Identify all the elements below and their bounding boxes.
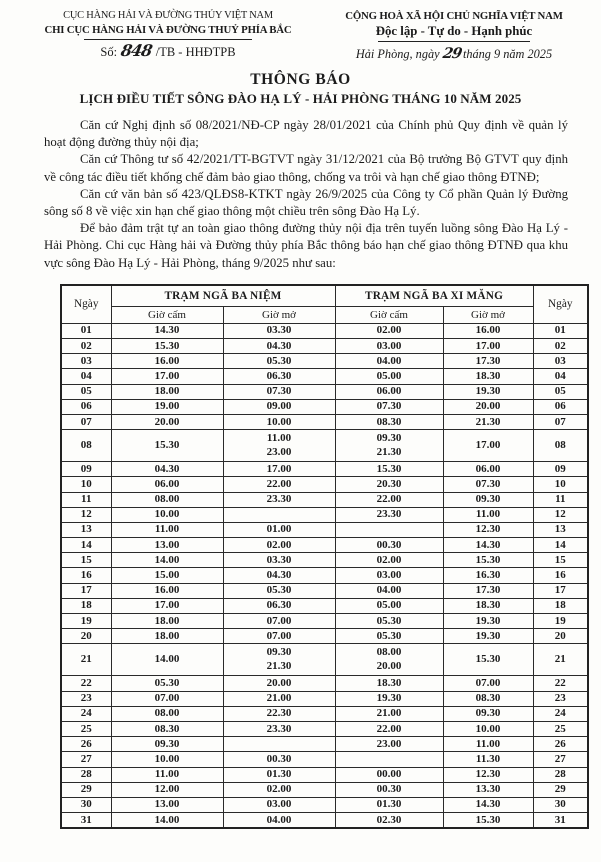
- ximang-open-cell: 11.00: [443, 737, 533, 752]
- niem-open-cell: 03.30: [223, 553, 335, 568]
- day-cell-left: 08: [61, 430, 111, 462]
- day-cell-right: 24: [533, 706, 588, 721]
- schedule-row: [61, 507, 588, 522]
- date-suffix: tháng 9 năm 2025: [462, 47, 553, 61]
- ximang-open-cell: 15.30: [443, 644, 533, 676]
- day-cell-right: 06: [533, 399, 588, 414]
- day-cell-left: 02: [61, 339, 111, 354]
- ximang-close-cell: 02.00: [335, 323, 443, 338]
- day-cell-left: 15: [61, 553, 111, 568]
- schedule-row: [61, 477, 588, 492]
- niem-close-cell: 08.30: [111, 721, 223, 736]
- day-cell-left: 16: [61, 568, 111, 583]
- niem-close-cell: 15.00: [111, 568, 223, 583]
- ximang-open-cell: 21.30: [443, 414, 533, 429]
- ximang-close-header: Giờ cấm: [335, 306, 443, 323]
- document-title: THÔNG BÁO: [250, 71, 351, 88]
- niem-open-cell: 03.30: [223, 323, 335, 338]
- ximang-open-cell: 17.00: [443, 430, 533, 462]
- schedule-row: [61, 568, 588, 583]
- day-cell-right: 13: [533, 522, 588, 537]
- ximang-close-cell: 00.30: [335, 538, 443, 553]
- niem-close-cell: 13.00: [111, 538, 223, 553]
- paragraph-legal-basis-1: Căn cứ Nghị định số 08/2021/NĐ-CP ngày 28/01/2021 của Chính phủ Quy định về quản lý hoạt động đường thủy nội địa;: [44, 118, 568, 150]
- parent-agency-name: CỤC HÀNG HẢI VÀ ĐƯỜNG THỦY VIỆT NAM: [63, 10, 273, 21]
- agency-divider-rule: [84, 39, 252, 40]
- ximang-open-cell: 18.30: [443, 598, 533, 613]
- niem-open-cell: 00.30: [223, 752, 335, 767]
- niem-close-cell: 19.00: [111, 399, 223, 414]
- day-cell-right: 04: [533, 369, 588, 384]
- day-cell-left: 23: [61, 691, 111, 706]
- day-column-header-left: Ngày: [61, 285, 111, 324]
- document-number-handwritten: 848: [119, 40, 154, 60]
- schedule-row: [61, 797, 588, 812]
- day-cell-right: 31: [533, 813, 588, 829]
- niem-open-cell: 04.30: [223, 339, 335, 354]
- ximang-close-cell: 00.00: [335, 767, 443, 782]
- day-cell-left: 27: [61, 752, 111, 767]
- station-ximang-header: TRẠM NGÃ BA XI MĂNG: [335, 285, 533, 307]
- niem-close-cell: 13.00: [111, 797, 223, 812]
- day-cell-right: 09: [533, 462, 588, 477]
- ximang-close-cell: 08.00 20.00: [335, 644, 443, 676]
- ximang-close-cell: 08.30: [335, 414, 443, 429]
- ximang-open-cell: 12.30: [443, 522, 533, 537]
- niem-open-cell: 09.00: [223, 399, 335, 414]
- schedule-row: [61, 767, 588, 782]
- day-cell-right: 22: [533, 676, 588, 691]
- ximang-open-cell: 06.00: [443, 462, 533, 477]
- ximang-open-cell: 15.30: [443, 813, 533, 829]
- day-cell-right: 16: [533, 568, 588, 583]
- day-cell-right: 01: [533, 323, 588, 338]
- niem-open-cell: 09.30 21.30: [223, 644, 335, 676]
- motto-divider-rule: [378, 41, 530, 42]
- document-body: [44, 117, 568, 272]
- niem-close-cell: 10.00: [111, 507, 223, 522]
- schedule-row: [61, 354, 588, 369]
- day-cell-left: 04: [61, 369, 111, 384]
- day-cell-right: 23: [533, 691, 588, 706]
- day-cell-right: 03: [533, 354, 588, 369]
- day-cell-right: 11: [533, 492, 588, 507]
- day-cell-right: 30: [533, 797, 588, 812]
- niem-close-cell: 16.00: [111, 354, 223, 369]
- schedule-row: [61, 644, 588, 676]
- niem-open-cell: 05.30: [223, 354, 335, 369]
- day-cell-left: 13: [61, 522, 111, 537]
- niem-open-cell: 07.30: [223, 384, 335, 399]
- schedule-row: [61, 553, 588, 568]
- schedule-row: [61, 706, 588, 721]
- ximang-open-cell: 13.30: [443, 782, 533, 797]
- schedule-row: [61, 752, 588, 767]
- day-cell-right: 28: [533, 767, 588, 782]
- day-cell-right: 02: [533, 339, 588, 354]
- schedule-row: [61, 813, 588, 829]
- niem-open-cell: 17.00: [223, 462, 335, 477]
- niem-close-cell: 16.00: [111, 583, 223, 598]
- schedule-row: [61, 538, 588, 553]
- niem-open-cell: 10.00: [223, 414, 335, 429]
- ximang-open-cell: 19.30: [443, 384, 533, 399]
- day-cell-left: 14: [61, 538, 111, 553]
- niem-close-cell: 10.00: [111, 752, 223, 767]
- document-header: [0, 9, 601, 64]
- niem-close-cell: 11.00: [111, 522, 223, 537]
- schedule-row: [61, 399, 588, 414]
- ximang-close-cell: 06.00: [335, 384, 443, 399]
- day-cell-right: 10: [533, 477, 588, 492]
- schedule-row: [61, 583, 588, 598]
- niem-close-header: Giờ cấm: [111, 306, 223, 323]
- ximang-close-cell: [335, 522, 443, 537]
- ximang-open-cell: 11.00: [443, 507, 533, 522]
- station-niem-header: TRẠM NGÃ BA NIỆM: [111, 285, 335, 307]
- schedule-row: [61, 614, 588, 629]
- niem-open-cell: 04.30: [223, 568, 335, 583]
- ximang-open-cell: 19.30: [443, 614, 533, 629]
- paragraph-legal-basis-3: Căn cứ văn bản số 423/QLĐS8-KTKT ngày 26/9/2025 của Công ty Cổ phần Quản lý Đường sông số 8 về việc xin hạn chế giao thông một chiều trên sông Đào Hạ Lý.: [44, 186, 568, 219]
- niem-open-cell: 04.00: [223, 813, 335, 829]
- niem-close-cell: 05.30: [111, 676, 223, 691]
- day-cell-right: 08: [533, 430, 588, 462]
- schedule-row: [61, 598, 588, 613]
- day-column-header-right: Ngày: [533, 285, 588, 324]
- day-cell-left: 06: [61, 399, 111, 414]
- niem-open-cell: 11.00 23.00: [223, 430, 335, 462]
- ximang-open-cell: 19.30: [443, 629, 533, 644]
- niem-close-cell: 08.00: [111, 492, 223, 507]
- day-cell-left: 05: [61, 384, 111, 399]
- document-number-prefix: Số:: [100, 44, 118, 59]
- ximang-close-cell: 05.30: [335, 614, 443, 629]
- ximang-close-cell: 05.00: [335, 598, 443, 613]
- day-cell-left: 01: [61, 323, 111, 338]
- niem-open-cell: 20.00: [223, 676, 335, 691]
- ximang-close-cell: 04.00: [335, 354, 443, 369]
- niem-open-cell: 03.00: [223, 797, 335, 812]
- niem-close-cell: 18.00: [111, 384, 223, 399]
- niem-close-cell: 18.00: [111, 629, 223, 644]
- day-cell-left: 21: [61, 644, 111, 676]
- niem-close-cell: 17.00: [111, 598, 223, 613]
- day-cell-left: 20: [61, 629, 111, 644]
- ximang-close-cell: [335, 752, 443, 767]
- ximang-close-cell: 21.00: [335, 706, 443, 721]
- ximang-open-cell: 07.30: [443, 477, 533, 492]
- ximang-close-cell: 18.30: [335, 676, 443, 691]
- schedule-row: [61, 782, 588, 797]
- niem-open-cell: 02.00: [223, 538, 335, 553]
- niem-open-cell: 22.30: [223, 706, 335, 721]
- ximang-open-cell: 08.30: [443, 691, 533, 706]
- paragraph-announcement: Để bảo đảm trật tự an toàn giao thông đường thủy nội địa trên tuyến luồng sông Đào Hạ Lý - Hải Phòng. Chi cục Hàng hải và Đường thủy phía Bắc thông báo hạn chế giao thông ĐTNĐ qua khu vực sông Đào Hạ Lý - Hải Phòng, tháng 9/2025 như sau:: [44, 221, 568, 270]
- day-cell-left: 09: [61, 462, 111, 477]
- day-cell-right: 14: [533, 538, 588, 553]
- niem-open-header: Giờ mở: [223, 306, 335, 323]
- niem-close-cell: 14.00: [111, 644, 223, 676]
- niem-close-cell: 06.00: [111, 477, 223, 492]
- ximang-open-cell: 16.00: [443, 323, 533, 338]
- day-cell-left: 18: [61, 598, 111, 613]
- day-cell-left: 03: [61, 354, 111, 369]
- ximang-close-cell: 03.00: [335, 339, 443, 354]
- document-number-line: [32, 42, 304, 61]
- agency-name: CHI CỤC HÀNG HẢI VÀ ĐƯỜNG THUỶ PHÍA BẮC: [44, 23, 292, 36]
- ximang-open-header: Giờ mở: [443, 306, 533, 323]
- ximang-close-cell: 02.30: [335, 813, 443, 829]
- ximang-open-cell: 14.30: [443, 797, 533, 812]
- day-cell-left: 25: [61, 721, 111, 736]
- ximang-open-cell: 07.00: [443, 676, 533, 691]
- schedule-table-body: [61, 323, 588, 828]
- day-cell-left: 28: [61, 767, 111, 782]
- schedule-row: [61, 339, 588, 354]
- ximang-open-cell: 16.30: [443, 568, 533, 583]
- schedule-row: [61, 430, 588, 462]
- ximang-close-cell: 00.30: [335, 782, 443, 797]
- niem-close-cell: 11.00: [111, 767, 223, 782]
- niem-close-cell: 18.00: [111, 614, 223, 629]
- schedule-table-head: [61, 285, 588, 324]
- ximang-open-cell: 17.30: [443, 354, 533, 369]
- paragraph-legal-basis-2: Căn cứ Thông tư số 42/2021/TT-BGTVT ngày 31/12/2021 của Bộ trưởng Bộ GTVT quy định về công tác điều tiết khống chế đảm bảo giao thông, chống va trôi và hạn chế giao thông ĐTNĐ;: [44, 152, 568, 184]
- niem-open-cell: 06.30: [223, 369, 335, 384]
- day-cell-right: 26: [533, 737, 588, 752]
- ximang-close-cell: 19.30: [335, 691, 443, 706]
- day-cell-left: 31: [61, 813, 111, 829]
- day-cell-left: 30: [61, 797, 111, 812]
- ximang-open-cell: 12.30: [443, 767, 533, 782]
- schedule-row: [61, 323, 588, 338]
- niem-close-cell: 15.30: [111, 339, 223, 354]
- ximang-close-cell: 03.00: [335, 568, 443, 583]
- ximang-close-cell: 22.00: [335, 721, 443, 736]
- day-cell-left: 26: [61, 737, 111, 752]
- ximang-open-cell: 09.30: [443, 706, 533, 721]
- schedule-row: [61, 721, 588, 736]
- day-cell-left: 10: [61, 477, 111, 492]
- schedule-row: [61, 369, 588, 384]
- ximang-close-cell: 04.00: [335, 583, 443, 598]
- day-cell-right: 27: [533, 752, 588, 767]
- niem-open-cell: 21.00: [223, 691, 335, 706]
- ximang-open-cell: 18.30: [443, 369, 533, 384]
- niem-close-cell: 14.00: [111, 813, 223, 829]
- niem-open-cell: [223, 737, 335, 752]
- ximang-close-cell: 20.30: [335, 477, 443, 492]
- day-cell-right: 15: [533, 553, 588, 568]
- schedule-row: [61, 676, 588, 691]
- niem-open-cell: 05.30: [223, 583, 335, 598]
- ximang-open-cell: 10.00: [443, 721, 533, 736]
- niem-open-cell: [223, 507, 335, 522]
- country-name: CỘNG HOÀ XÃ HỘI CHỦ NGHĨA VIỆT NAM: [345, 10, 563, 22]
- ximang-open-cell: 09.30: [443, 492, 533, 507]
- ximang-open-cell: 14.30: [443, 538, 533, 553]
- ximang-close-cell: 15.30: [335, 462, 443, 477]
- day-cell-left: 07: [61, 414, 111, 429]
- niem-open-cell: 02.00: [223, 782, 335, 797]
- ximang-open-cell: 17.00: [443, 339, 533, 354]
- schedule-row: [61, 737, 588, 752]
- ximang-close-cell: 07.30: [335, 399, 443, 414]
- day-cell-right: 20: [533, 629, 588, 644]
- national-motto-block: [310, 9, 598, 64]
- niem-close-cell: 12.00: [111, 782, 223, 797]
- ximang-close-cell: 22.00: [335, 492, 443, 507]
- ximang-close-cell: 01.30: [335, 797, 443, 812]
- schedule-row: [61, 384, 588, 399]
- schedule-row: [61, 691, 588, 706]
- niem-open-cell: 01.00: [223, 522, 335, 537]
- niem-open-cell: 07.00: [223, 629, 335, 644]
- niem-close-cell: 15.30: [111, 430, 223, 462]
- ximang-open-cell: 20.00: [443, 399, 533, 414]
- day-cell-right: 21: [533, 644, 588, 676]
- day-cell-left: 19: [61, 614, 111, 629]
- ximang-open-cell: 15.30: [443, 553, 533, 568]
- schedule-row: [61, 629, 588, 644]
- place-date-line: [310, 44, 598, 64]
- niem-open-cell: 23.30: [223, 492, 335, 507]
- niem-open-cell: 07.00: [223, 614, 335, 629]
- document-number-suffix: /TB - HHĐTPB: [155, 44, 236, 59]
- day-cell-right: 12: [533, 507, 588, 522]
- day-cell-right: 07: [533, 414, 588, 429]
- issuing-agency-block: [32, 9, 304, 64]
- niem-close-cell: 14.30: [111, 323, 223, 338]
- niem-close-cell: 20.00: [111, 414, 223, 429]
- day-cell-left: 17: [61, 583, 111, 598]
- date-prefix: Hải Phòng, ngày: [355, 47, 440, 61]
- day-cell-right: 18: [533, 598, 588, 613]
- day-cell-right: 17: [533, 583, 588, 598]
- niem-open-cell: 01.30: [223, 767, 335, 782]
- day-cell-left: 11: [61, 492, 111, 507]
- schedule-row: [61, 522, 588, 537]
- ximang-close-cell: 23.30: [335, 507, 443, 522]
- niem-open-cell: 22.00: [223, 477, 335, 492]
- niem-close-cell: 17.00: [111, 369, 223, 384]
- day-cell-left: 22: [61, 676, 111, 691]
- schedule-row: [61, 492, 588, 507]
- ximang-open-cell: 11.30: [443, 752, 533, 767]
- day-cell-right: 05: [533, 384, 588, 399]
- day-cell-right: 19: [533, 614, 588, 629]
- day-cell-right: 25: [533, 721, 588, 736]
- day-cell-left: 29: [61, 782, 111, 797]
- regulation-schedule-table: [60, 284, 589, 829]
- niem-close-cell: 07.00: [111, 691, 223, 706]
- date-day-handwritten: 29: [441, 45, 463, 62]
- ximang-close-cell: 05.00: [335, 369, 443, 384]
- niem-close-cell: 14.00: [111, 553, 223, 568]
- niem-open-cell: 23.30: [223, 721, 335, 736]
- ximang-close-cell: 09.30 21.30: [335, 430, 443, 462]
- national-motto: Độc lập - Tự do - Hạnh phúc: [375, 24, 533, 38]
- ximang-close-cell: 05.30: [335, 629, 443, 644]
- ximang-close-cell: 23.00: [335, 737, 443, 752]
- day-cell-right: 29: [533, 782, 588, 797]
- niem-close-cell: 04.30: [111, 462, 223, 477]
- ximang-open-cell: 17.30: [443, 583, 533, 598]
- ximang-close-cell: 02.00: [335, 553, 443, 568]
- niem-close-cell: 09.30: [111, 737, 223, 752]
- document-subtitle: LỊCH ĐIỀU TIẾT SÔNG ĐÀO HẠ LÝ - HẢI PHÒNG THÁNG 10 NĂM 2025: [79, 91, 522, 106]
- niem-open-cell: 06.30: [223, 598, 335, 613]
- niem-close-cell: 08.00: [111, 706, 223, 721]
- schedule-row: [61, 414, 588, 429]
- day-cell-left: 24: [61, 706, 111, 721]
- schedule-row: [61, 462, 588, 477]
- day-cell-left: 12: [61, 507, 111, 522]
